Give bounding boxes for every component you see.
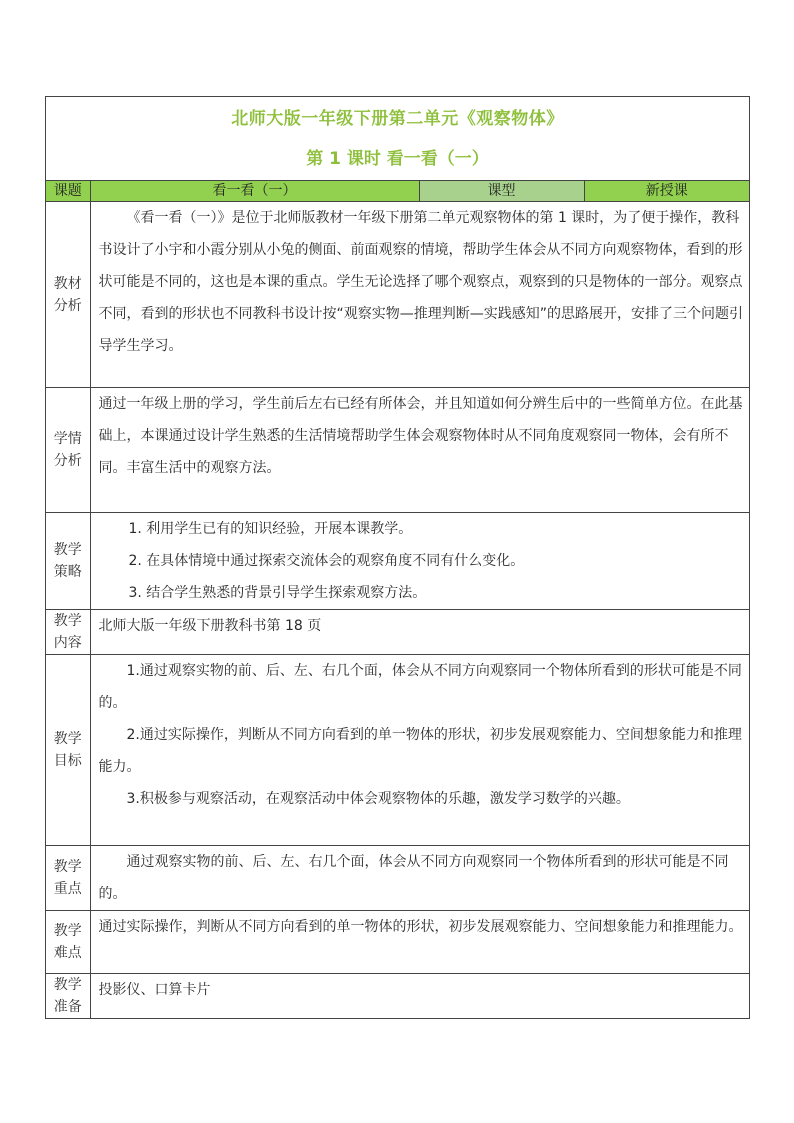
row-strategy xyxy=(46,513,749,610)
topic-value: 看一看（一） xyxy=(90,181,419,202)
row-key-points xyxy=(46,846,749,911)
textbook-analysis-text: 《看一看（一）》是位于北师版教材一年级下册第二单元观察物体的第 1 课时，为了便于操作，教科书设计了小宇和小霞分别从小兔的侧面、前面观察的情境，帮助学生体会从不同方向观察物体，看到的形状可能是不同的，这也是本课的重点。学生无论选择了哪个观察点，观察到的只是物体的一部分。观察点不同，看到的形状也不同教科书设计按“观察实物—推理判断—实践感知”的思路展开，安排了三个问题引导学生学习。 xyxy=(98,210,744,354)
info-row xyxy=(46,181,749,202)
row-objectives xyxy=(46,655,749,846)
preparation-text: 投影仪、口算卡片 xyxy=(98,982,211,998)
objective-item: 1.通过观察实物的前、后、左、右几个面，体会从不同方向观察同一个物体所看到的形状可能是不同的。 xyxy=(98,663,742,711)
label-difficulties: 教学 难点 xyxy=(46,911,90,974)
label-objectives: 教学 目标 xyxy=(46,655,90,846)
label-learner-analysis: 学情 分析 xyxy=(46,388,90,513)
cell-objectives xyxy=(90,655,749,846)
label-key-points: 教学 重点 xyxy=(46,846,90,911)
lesson-plan-sheet xyxy=(45,96,750,1019)
strategy-item: 2. 在具体情境中通过探索交流体会的观察角度不同有什么变化。 xyxy=(128,553,525,569)
row-preparation xyxy=(46,974,749,1019)
row-learner-analysis xyxy=(46,388,749,513)
strategy-item: 3. 结合学生熟悉的背景引导学生探索观察方法。 xyxy=(128,585,427,601)
cell-content xyxy=(90,610,749,655)
cell-difficulties xyxy=(90,911,749,974)
cell-preparation xyxy=(90,974,749,1019)
key-points-text: 通过观察实物的前、后、左、右几个面，体会从不同方向观察同一个物体所看到的形状可能是不同的。 xyxy=(98,854,729,902)
type-value: 新授课 xyxy=(584,181,749,202)
cell-textbook-analysis xyxy=(90,202,749,388)
lesson-subtitle: 第 1 课时 看一看（一） xyxy=(306,149,489,169)
topic-label: 课题 xyxy=(46,181,90,202)
title-block xyxy=(46,97,749,181)
row-difficulties xyxy=(46,911,749,974)
lesson-table xyxy=(46,181,749,1018)
row-content xyxy=(46,610,749,655)
type-label: 课型 xyxy=(419,181,584,202)
label-textbook-analysis: 教材 分析 xyxy=(46,202,90,388)
difficulties-text: 通过实际操作，判断从不同方向看到的单一物体的形状，初步发展观察能力、空间想象能力和推理能力。 xyxy=(98,919,743,935)
page-title: 北师大版一年级下册第二单元《观察物体》 xyxy=(231,109,564,129)
row-textbook-analysis xyxy=(46,202,749,388)
label-preparation: 教学 准备 xyxy=(46,974,90,1019)
objective-item: 2.通过实际操作，判断从不同方向看到的单一物体的形状，初步发展观察能力、空间想象能力和推理能力。 xyxy=(98,727,742,775)
strategy-item: 1. 利用学生已有的知识经验，开展本课教学。 xyxy=(128,521,413,537)
label-content: 教学 内容 xyxy=(46,610,90,655)
learner-analysis-text: 通过一年级上册的学习，学生前后左右已经有所体会，并且知道如何分辨生后中的一些简单方位。在此基础上，本课通过设计学生熟悉的生活情境帮助学生体会观察物体时从不同角度观察同一物体，会有所不同。丰富生活中的观察方法。 xyxy=(98,396,743,476)
cell-learner-analysis xyxy=(90,388,749,513)
objective-item: 3.积极参与观察活动，在观察活动中体会观察物体的乐趣，激发学习数学的兴趣。 xyxy=(126,791,630,807)
cell-key-points xyxy=(90,846,749,911)
cell-strategy xyxy=(90,513,749,610)
label-strategy: 教学 策略 xyxy=(46,513,90,610)
content-text: 北师大版一年级下册教科书第 18 页 xyxy=(98,618,322,634)
